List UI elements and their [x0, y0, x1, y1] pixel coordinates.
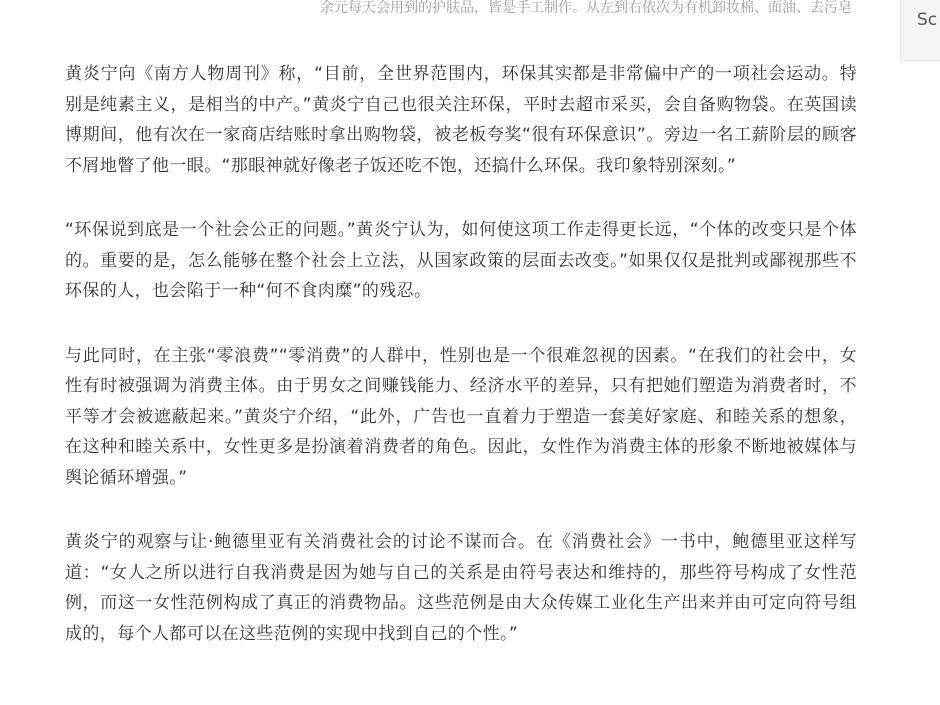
article-paragraph: 黄炎宁的观察与让·鲍德里亚有关消费社会的讨论不谋而合。在《消费社会》一书中，鲍德里亚这样写道：“女人之所以进行自我消费是因为她与自己的关系是由符号表达和维持的，那些符号构成了女性范例，而这一女性范例构成了真正的消费物品。这些范例是由大众传媒工业化生产出来并由可定向符号组成的，每个人都可以在这些范例的实现中找到自己的个性。”: [65, 532, 857, 644]
side-panel-label: Sc: [917, 10, 938, 30]
article-paragraph: 与此同时，在主张“零浪费”“零消费”的人群中，性别也是一个很难忽视的因素。“在我们的社会中，女性有时被强调为消费主体。由于男女之间赚钱能力、经济水平的差异，只有把她们塑造为消费者时，不平等才会被遮蔽起来。”黄炎宁介绍，“此外，广告也一直着力于塑造一套美好家庭、和睦关系的想象，在这种和睦关系中，女性更多是扮演着消费者的角色。因此，女性作为消费主体的形象不断地被媒体与舆论循环增强。”: [65, 345, 857, 488]
article-paragraph: “环保说到底是一个社会公正的问题。”黄炎宁认为，如何使这项工作走得更长远，“个体的改变只是个体的。重要的是，怎么能够在整个社会上立法，从国家政策的层面去改变。”如果仅仅是批判或鄙视那些不环保的人，也会陷于一种“何不食肉糜”的残忍。: [65, 220, 857, 301]
image-caption: 余元每天会用到的护肤品，皆是手工制作。从左到右依次为有机卸妆棉、面油、去污皂: [320, 0, 852, 16]
side-panel[interactable]: [900, 0, 940, 61]
article-body: [65, 59, 857, 683]
article-paragraph: 黄炎宁向《南方人物周刊》称，“目前，全世界范围内，环保其实都是非常偏中产的一项社会运动。特别是纯素主义，是相当的中产。”黄炎宁自己也很关注环保，平时去超市采买，会自备购物袋。在英国读博期间，他有次在一家商店结账时拿出购物袋，被老板夸奖“很有环保意识”。旁边一名工薪阶层的顾客不屑地瞥了他一眼。“那眼神就好像老子饭还吃不饱，还搞什么环保。我印象特别深刻。”: [65, 64, 857, 176]
